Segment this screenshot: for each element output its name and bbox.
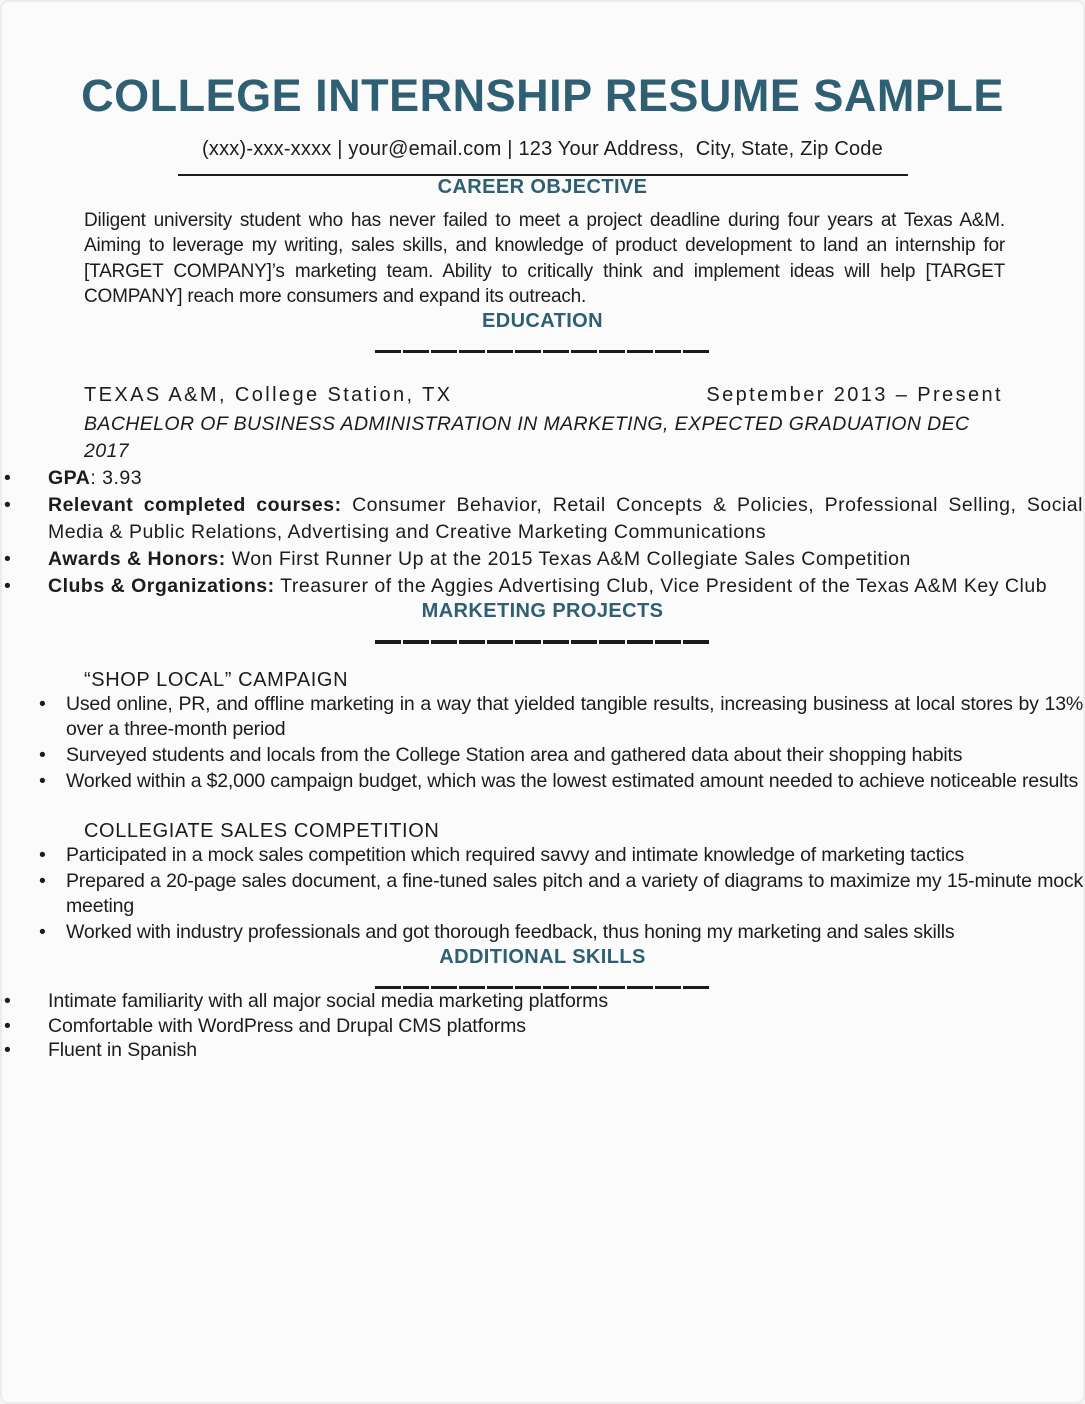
shop-local-bullet-list <box>2 692 1083 795</box>
skill-bullet: • Fluent in Spanish <box>2 1038 1083 1063</box>
career-objective-text: Diligent university student who has never failed to meet a project deadline during four years at Texas A&M. Aiming to leverage my writing, sales skills, and knowledge of product development to land an internship for [TARGET COMPANY]’s marketing team. Ability to critically think and implement ideas will help [TARGET COMPANY] reach more consumers and expand its outreach. <box>84 209 1005 308</box>
additional-skills-heading: ADDITIONAL SKILLS <box>439 945 646 968</box>
project-bullet: • Participated in a mock sales competition which required savvy and intimate knowledge of marketing tactics <box>2 843 1083 869</box>
skill-bullet: • Intimate familiarity with all major social media marketing platforms <box>2 989 1083 1014</box>
contact-info: (xxx)-xxx-xxxx | your@email.com | 123 Your Address, City, State, Zip Code <box>202 137 883 160</box>
project-bullet: • Worked with industry professionals and got thorough feedback, thus honing my marketing and sales skills <box>2 920 1083 946</box>
project-title-collegiate-sales: COLLEGIATE SALES COMPETITION <box>84 819 440 842</box>
bullet-label: Relevant completed courses: <box>48 494 342 517</box>
section-additional-skills <box>2 946 1083 1063</box>
education-bullet-list <box>2 465 1083 600</box>
education-bullet-gpa <box>2 465 1083 492</box>
bullet-text: Won First Runner Up at the 2015 Texas A&M Collegiate Sales Competition <box>225 548 911 571</box>
education-school-row <box>84 384 1003 407</box>
education-bullet-awards <box>2 546 1083 573</box>
education-bullet-clubs <box>2 573 1083 600</box>
project-title-shop-local: “SHOP LOCAL” CAMPAIGN <box>84 668 349 691</box>
education-divider <box>375 350 711 354</box>
education-dates: September 2013 – Present <box>706 384 1003 407</box>
bullet-text: Treasurer of the Aggies Advertising Club, Vice President of the Texas A&M Key Club <box>274 575 1048 598</box>
education-heading: EDUCATION <box>481 309 603 332</box>
section-marketing-projects <box>2 600 1083 946</box>
degree-line: BACHELOR OF BUSINESS ADMINISTRATION IN MARKETING, EXPECTED GRADUATION DEC 2017 <box>84 413 970 463</box>
bullet-text: Consumer Behavior, Retail Concepts & Policies, Professional Selling, Social Media & Public Relations, Advertising and Creative Marketing Communications <box>48 494 1083 544</box>
education-bullet-courses <box>2 492 1083 546</box>
bullet-text: : 3.93 <box>90 467 143 490</box>
collegiate-sales-bullet-list <box>2 843 1083 946</box>
bullet-label: Awards & Honors: <box>48 548 226 571</box>
project-bullet: • Prepared a 20-page sales document, a fine-tuned sales pitch and a variety of diagrams to maximize my 15-minute mock meeting <box>2 869 1083 921</box>
bullet-label: GPA <box>48 467 91 490</box>
career-objective-heading: CAREER OBJECTIVE <box>437 175 648 198</box>
marketing-projects-heading: MARKETING PROJECTS <box>421 600 664 623</box>
marketing-projects-divider <box>375 640 711 644</box>
bullet-label: Clubs & Organizations: <box>48 575 275 598</box>
project-bullet: • Used online, PR, and offline marketing in a way that yielded tangible results, increasing business at local stores by 13% over a three-month period <box>2 692 1083 744</box>
project-bullet: • Surveyed students and locals from the College Station area and gathered data about their shopping habits <box>2 743 1083 769</box>
skills-bullet-list <box>2 989 1083 1063</box>
skill-bullet: • Comfortable with WordPress and Drupal CMS platforms <box>2 1014 1083 1039</box>
project-bullet: • Worked within a $2,000 campaign budget, which was the lowest estimated amount needed to achieve noticeable results <box>2 769 1083 795</box>
section-career-objective <box>2 176 1083 310</box>
section-education <box>2 310 1083 601</box>
school-name: TEXAS A&M, College Station, TX <box>84 384 453 407</box>
page-title: COLLEGE INTERNSHIP RESUME SAMPLE <box>81 70 1004 121</box>
